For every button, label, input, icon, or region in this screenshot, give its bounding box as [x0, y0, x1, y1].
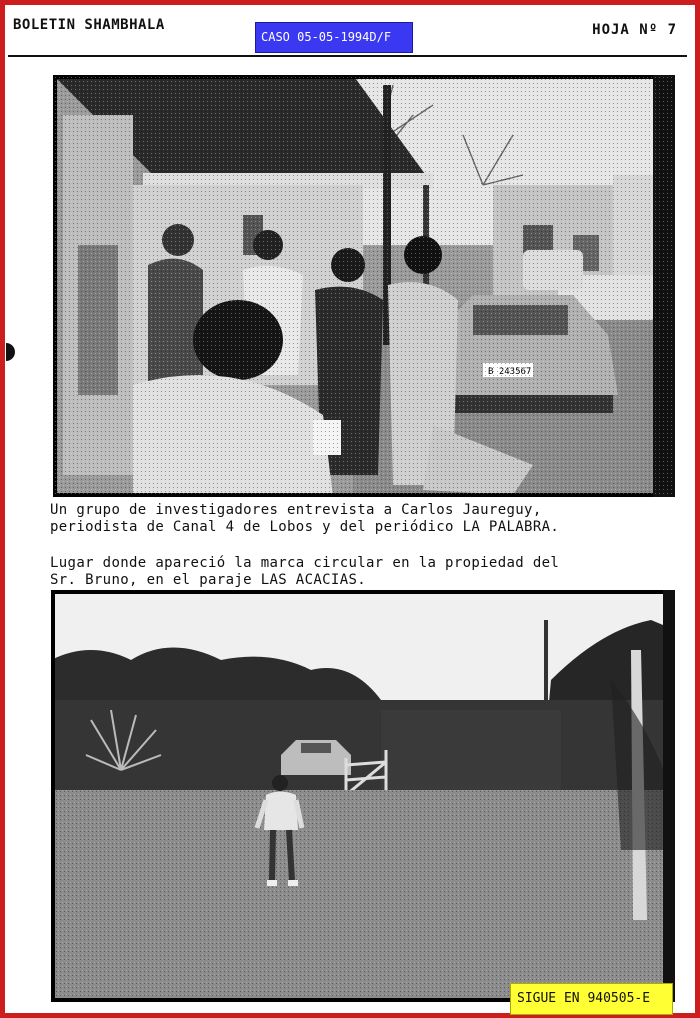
interview-photo: [53, 75, 675, 497]
page-number: HOJA Nº 7: [592, 22, 677, 38]
header-divider: [8, 55, 687, 57]
field-photo-image: [51, 590, 675, 1002]
field-caption-line-1: Lugar donde apareció la marca circular en la propiedad del: [50, 555, 560, 571]
interview-caption-line-2: periodista de Canal 4 de Lobos y del periódico LA PALABRA.: [50, 519, 560, 535]
case-id-badge: CASO 05-05-1994D/F: [255, 22, 413, 53]
field-caption: [50, 555, 559, 589]
field-caption-line-2: Sr. Bruno, en el paraje LAS ACACIAS.: [50, 572, 367, 588]
interview-caption-line-1: Un grupo de investigadores entrevista a Carlos Jaureguy,: [50, 502, 542, 518]
field-photo: [51, 590, 675, 1002]
interview-caption: [50, 502, 559, 536]
continue-note: SIGUE EN 940505-E: [510, 983, 673, 1015]
interview-photo-image: [53, 75, 675, 497]
punch-hole-mark: [6, 343, 15, 361]
publication-title: BOLETIN SHAMBHALA: [13, 17, 165, 33]
